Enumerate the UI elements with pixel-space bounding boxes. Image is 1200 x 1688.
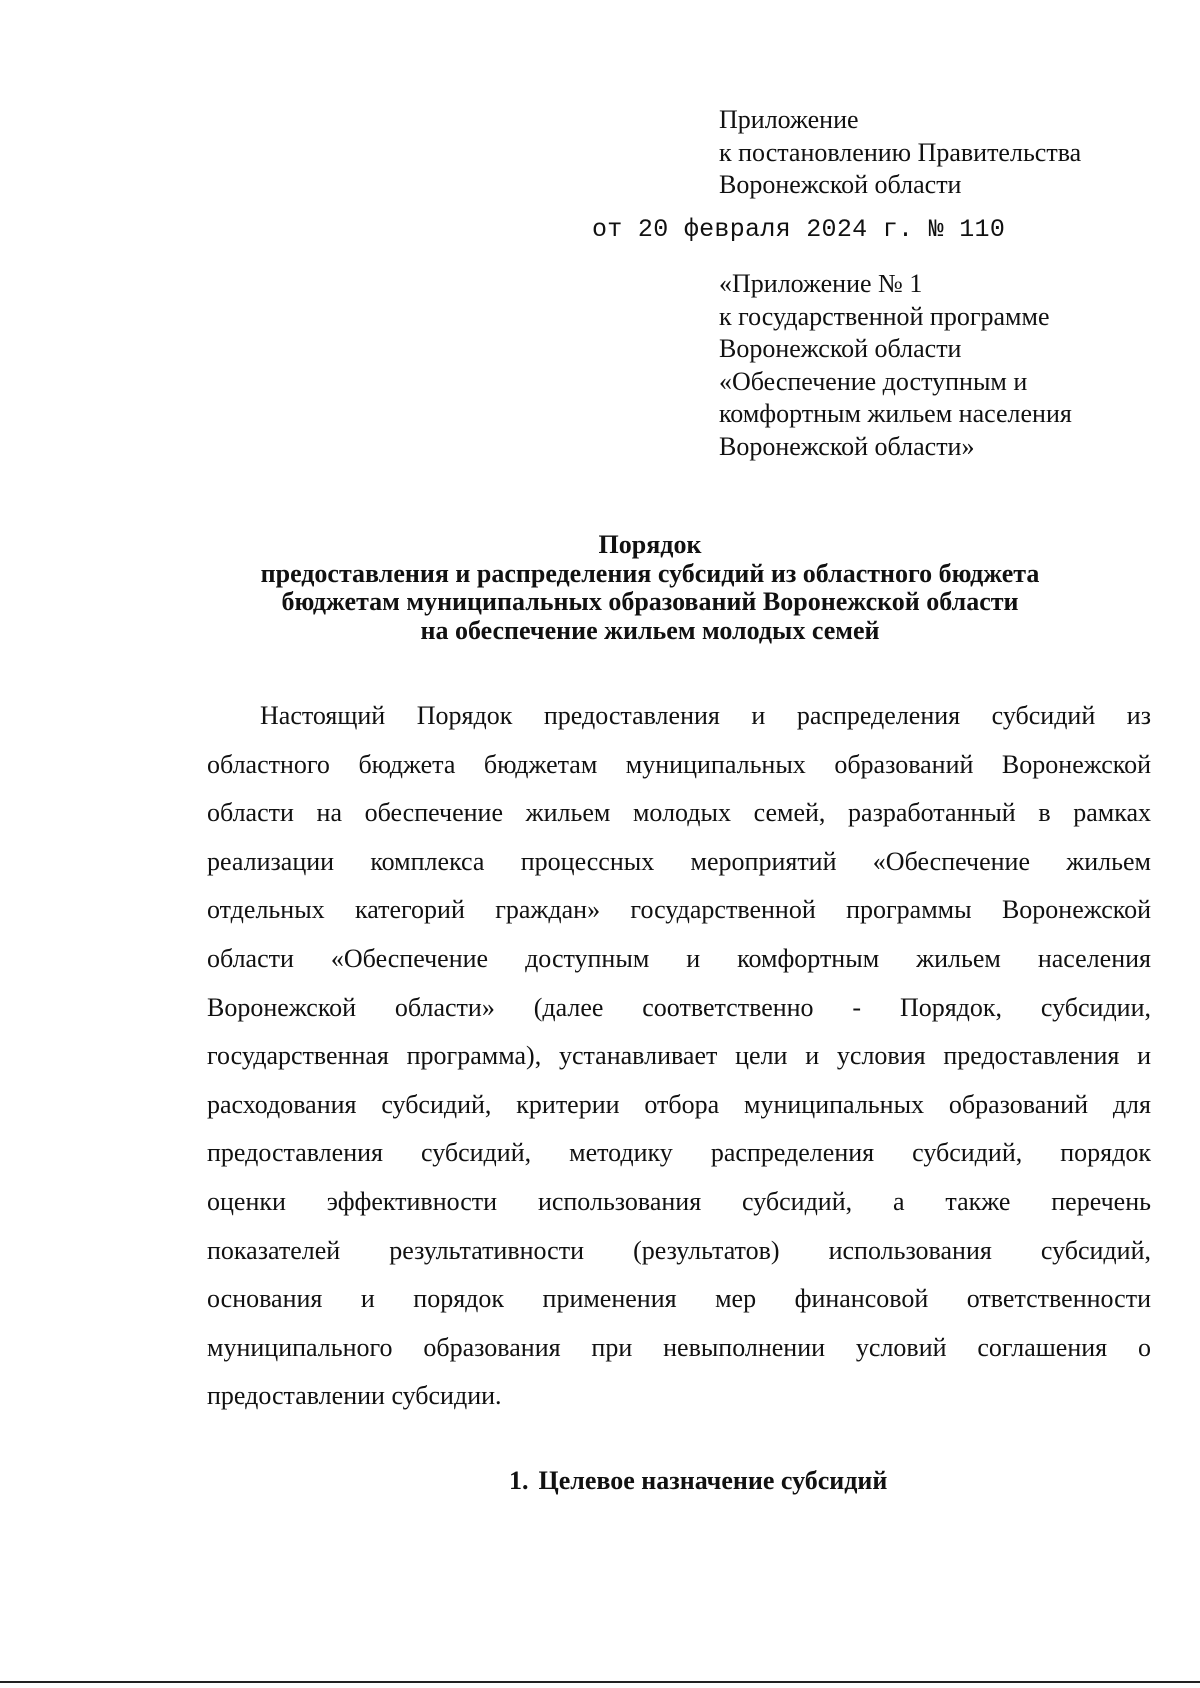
program-appendix-line: «Обеспечение доступным и xyxy=(719,366,1028,396)
title-line: бюджетам муниципальных образований Воронежской области xyxy=(281,587,1019,616)
title-line: на обеспечение жильем молодых семей xyxy=(420,615,880,645)
intro-paragraph xyxy=(207,692,1151,1421)
paragraph-line: предоставления субсидий, методику распределения субсидий, порядок xyxy=(207,1138,1151,1168)
program-appendix-line: комфортным жильем населения xyxy=(719,399,1072,428)
appendix-line: Приложение xyxy=(719,105,859,134)
appendix-line: Воронежской области xyxy=(719,170,962,199)
paragraph-line: области на обеспечение жильем молодых семей, разработанный в рамках xyxy=(207,798,1151,828)
section-heading xyxy=(509,1465,887,1497)
appendix-line: к постановлению Правительства xyxy=(719,137,1082,167)
document-title xyxy=(150,531,1150,645)
program-appendix-line: к государственной программе xyxy=(719,301,1050,331)
paragraph-line: реализации комплекса процессных мероприятий «Обеспечение жильем xyxy=(207,846,1151,876)
paragraph-line: Воронежской области» (далее соответственно - Порядок, субсидии, xyxy=(207,992,1151,1022)
program-appendix-header xyxy=(719,268,1159,463)
paragraph-line: Настоящий Порядок предоставления и распределения субсидий из xyxy=(260,701,1151,730)
program-appendix-line: Воронежской области» xyxy=(719,431,975,461)
title-line: предоставления и распределения субсидий из областного бюджета xyxy=(260,558,1040,588)
title-line: Порядок xyxy=(598,530,702,559)
paragraph-line: предоставлении субсидии. xyxy=(207,1381,502,1411)
paragraph-line: областного бюджета бюджетам муниципальных образований Воронежской xyxy=(207,749,1151,779)
section-number: 1. xyxy=(509,1466,529,1495)
paragraph-line: области «Обеспечение доступным и комфортным жильем населения xyxy=(207,943,1151,973)
paragraph-line: государственная программа), устанавливает цели и условия предоставления и xyxy=(207,1041,1151,1071)
decree-date: от 20 февраля 2024 г. № 110 xyxy=(592,215,1006,244)
paragraph-line: отдельных категорий граждан» государственной программы Воронежской xyxy=(207,895,1151,925)
program-appendix-line: Воронежской области xyxy=(719,334,962,363)
paragraph-line: расходования субсидий, критерии отбора муниципальных образований для xyxy=(207,1089,1151,1119)
program-appendix-line: «Приложение № 1 xyxy=(719,269,923,298)
paragraph-line: оценки эффективности использования субсидий, а также перечень xyxy=(207,1186,1151,1216)
section-title: Целевое назначение субсидий xyxy=(538,1466,888,1495)
paragraph-line: показателей результативности (результатов) использования субсидий, xyxy=(207,1235,1151,1265)
paragraph-line: муниципального образования при невыполнении условий соглашения о xyxy=(207,1332,1151,1362)
page-bottom-edge xyxy=(0,1681,1200,1683)
paragraph-line: основания и порядок применения мер финансовой ответственности xyxy=(207,1284,1151,1314)
appendix-header xyxy=(719,104,1159,202)
